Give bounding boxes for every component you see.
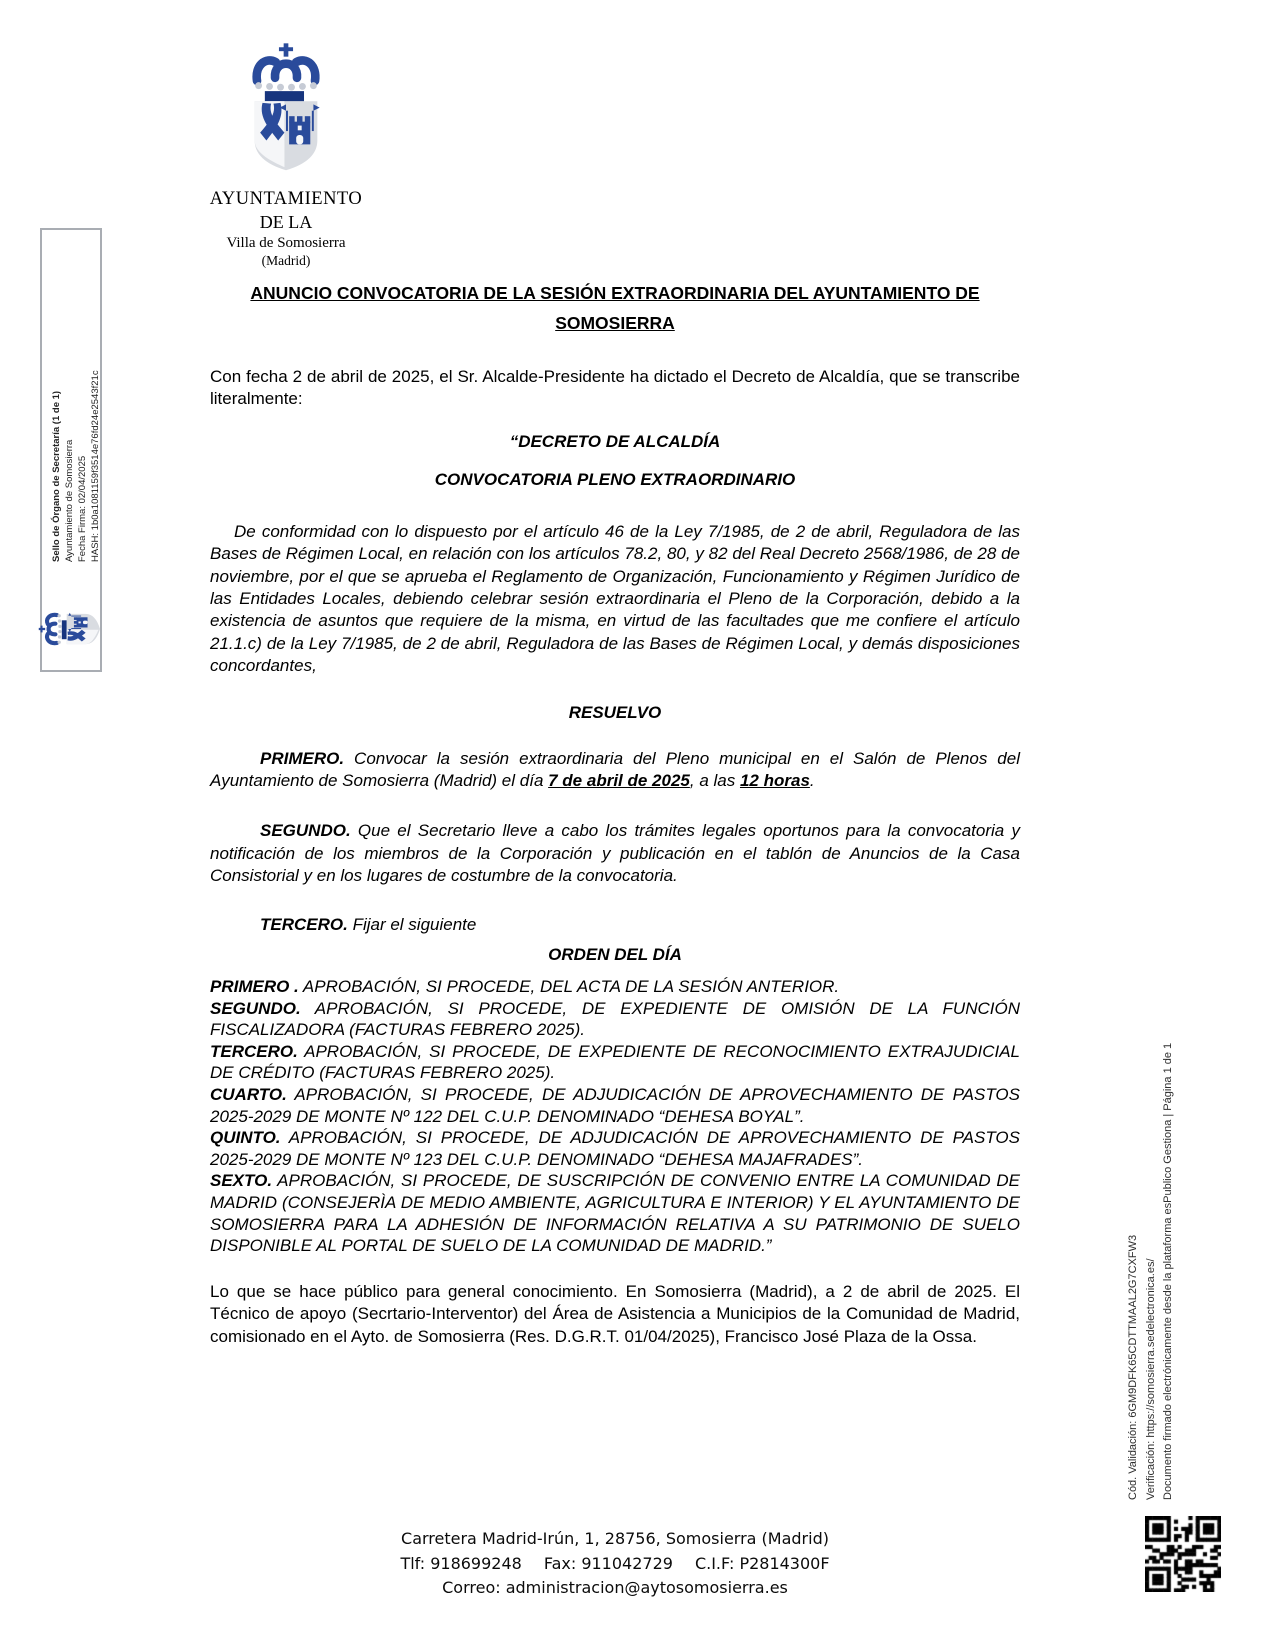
agenda-item xyxy=(210,976,1020,998)
agenda-item-label: SEGUNDO. xyxy=(210,998,301,1018)
decree-heading: “DECRETO DE ALCALDÍA xyxy=(509,431,721,451)
session-date: 7 de abril de 2025 xyxy=(548,771,690,791)
decree-subheading: CONVOCATORIA PLENO EXTRAORDINARIO xyxy=(434,469,796,489)
resolution-primero-text2: , a las xyxy=(689,771,740,791)
resolution-primero-text: Convocar la sesión extraordinaria del Pleno municipal en el Salón de Plenos del Ayuntamiento de Somosierra (Madrid) el día xyxy=(210,748,1020,791)
intro-paragraph: Con fecha 2 de abril de 2025, el Sr. Alcalde-Presidente ha dictado el Decreto de Alcaldía, que se transcribe literalmente: xyxy=(210,367,1020,409)
resolution-segundo xyxy=(210,820,1020,887)
agenda-item xyxy=(210,1127,1020,1170)
org-name-line3: Villa de Somosierra xyxy=(226,235,346,251)
agenda-item-label: CUARTO. xyxy=(210,1085,287,1105)
coat-of-arms-icon xyxy=(239,30,333,182)
seal-date: Fecha Firma: 02/04/2025 xyxy=(77,455,88,562)
seal-entity: Ayuntamiento de Somosierra xyxy=(64,439,75,562)
footer-contact xyxy=(210,1552,1020,1577)
resolution-segundo-label: SEGUNDO. xyxy=(260,821,351,841)
footer-fax: Fax: 911042729 xyxy=(543,1553,673,1573)
header xyxy=(196,30,376,269)
agenda-item-text: APROBACIÓN, SI PROCEDE, DEL ACTA DE LA SESIÓN ANTERIOR. xyxy=(298,977,840,997)
agenda-item xyxy=(210,1170,1020,1256)
seal-hash: HASH: 1b0a1081159f3514e76fd24e2543f21c xyxy=(90,370,101,562)
agenda-item-label: SEXTO. xyxy=(210,1171,273,1191)
footer-phone: Tlf: 918699248 xyxy=(400,1553,522,1573)
footer-email: Correo: administracion@aytosomosierra.es xyxy=(442,1578,788,1597)
resolution-primero-label: PRIMERO. xyxy=(260,748,345,768)
resuelvo-heading: RESUELVO xyxy=(568,702,662,722)
footer xyxy=(210,1527,1020,1601)
qr-code xyxy=(1145,1516,1221,1592)
coat-of-arms-small-icon xyxy=(38,606,100,652)
validation-platform: Documento firmado electrónicamente desde la plataforma esPublico Gestiona | Página 1 de 1 xyxy=(1162,1042,1174,1500)
agenda-item-label: TERCERO. xyxy=(210,1041,298,1061)
validation-strip xyxy=(1125,894,1178,1500)
agenda-item-text: APROBACIÓN, SI PROCEDE, DE EXPEDIENTE DE RECONOCIMIENTO EXTRAJUDICIAL DE CRÉDITO (FACTURAS FEBRERO 2025). xyxy=(210,1041,1020,1083)
seal-title: Sello de Órgano de Secretaría (1 de 1) xyxy=(51,390,62,562)
resolution-primero-text3: . xyxy=(809,771,815,791)
org-name-line1: AYUNTAMIENTO xyxy=(209,189,363,209)
agenda-item-label: PRIMERO . xyxy=(210,977,299,997)
resolution-tercero-text: Fijar el siguiente xyxy=(347,914,477,934)
resolution-primero xyxy=(210,748,1020,793)
agenda-item-text: APROBACIÓN, SI PROCEDE, DE ADJUDICACIÓN DE APROVECHAMIENTO DE PASTOS 2025-2029 DE MONTE Nº 123 DEL C.U.P. DENOMINADO “DEHESA MAJAFRADES”. xyxy=(210,1128,1020,1169)
footer-cif: C.I.F: P2814300F xyxy=(694,1553,830,1573)
agenda-heading: ORDEN DEL DÍA xyxy=(548,945,682,965)
agenda-list xyxy=(210,976,1020,1257)
document-body xyxy=(210,278,1020,1348)
session-time: 12 horas xyxy=(739,771,810,791)
closing-paragraph: Lo que se hace público para general conocimiento. En Somosierra (Madrid), a 2 de abril de 2025. El Técnico de apoyo (Secrtario-Interventor) del Área de Asistencia a Municipios de la Comunidad de Madrid, comisionado en el Ayto. de Somosierra (Res. D.G.R.T. 01/04/2025), Francisco José Plaza de la Ossa. xyxy=(210,1281,1020,1346)
resolution-segundo-text: Que el Secretario lleve a cabo los trámites legales oportunos para la convocatoria y notificación de los miembros de la Corporación y publicación en el tablón de Anuncios de la Casa Consistorial y en los lugares de costumbre de la convocatoria. xyxy=(210,821,1020,886)
agenda-item xyxy=(210,1041,1020,1084)
agenda-item-label: QUINTO. xyxy=(210,1128,281,1148)
document-title: ANUNCIO CONVOCATORIA DE LA SESIÓN EXTRAORDINARIA DEL AYUNTAMIENTO DE SOMOSIERRA xyxy=(250,283,980,333)
footer-address: Carretera Madrid-Irún, 1, 28756, Somosierra (Madrid) xyxy=(401,1529,829,1548)
org-name-line4: (Madrid) xyxy=(261,253,311,268)
agenda-item xyxy=(210,1084,1020,1127)
resolution-tercero-label: TERCERO. xyxy=(260,914,348,934)
agenda-item-text: APROBACIÓN, SI PROCEDE, DE SUSCRIPCIÓN DE CONVENIO ENTRE LA COMUNIDAD DE MADRID (CONSEJERÌA DE MEDIO AMBIENTE, AGRICULTURA E INTERIOR) Y EL AYUNTAMIENTO DE SOMOSIERRA PARA LA ADHESIÓN DE INFORMACIÓN RELATIVA A SU PATRIMONIO DE SUELO DISPONIBLE AL PORTAL DE SUELO DE LA COMUNIDAD DE MADRID.” xyxy=(210,1171,1020,1256)
validation-code: Cód. Validación: 6GM9DFK65CDTTMAAL2G7CXFW3 xyxy=(1127,1234,1139,1500)
org-name-line2: DE LA xyxy=(259,212,313,232)
legal-paragraph: De conformidad con lo dispuesto por el artículo 46 de la Ley 7/1985, de 2 de abril, Reguladora de las Bases de Régimen Local, en relación con los artículos 78.2, 80, y 82 del Real Decreto 2568/1986, de 28 de noviembre, por el que se aprueba el Reglamento de Organización, Funcionamiento y Régimen Jurídico de las Entidades Locales, debiendo celebrar sesión extraordinaria el Pleno de la Corporación, debido a la existencia de asuntos que requiere de la misma, en virtud de las facultades que me confiere el artículo 21.1.c) de la Ley 7/1985, de 2 de abril, Reguladora de las Bases de Régimen Local, y demás disposiciones concordantes, xyxy=(210,521,1020,676)
resolution-tercero xyxy=(210,914,1020,936)
agenda-item-text: APROBACIÓN, SI PROCEDE, DE ADJUDICACIÓN DE APROVECHAMIENTO DE PASTOS 2025-2029 DE MONTE Nº 122 DEL C.U.P. DENOMINADO “DEHESA BOYAL”. xyxy=(210,1085,1020,1126)
agenda-item xyxy=(210,998,1020,1041)
validation-url: Verificación: https://somosierra.sedelectronica.es/ xyxy=(1144,1258,1157,1500)
secretary-seal-text xyxy=(50,320,102,562)
agenda-item-text: APROBACIÓN, SI PROCEDE, DE EXPEDIENTE DE OMISIÓN DE LA FUNCIÓN FISCALIZADORA (FACTURAS FEBRERO 2025). xyxy=(210,998,1020,1040)
